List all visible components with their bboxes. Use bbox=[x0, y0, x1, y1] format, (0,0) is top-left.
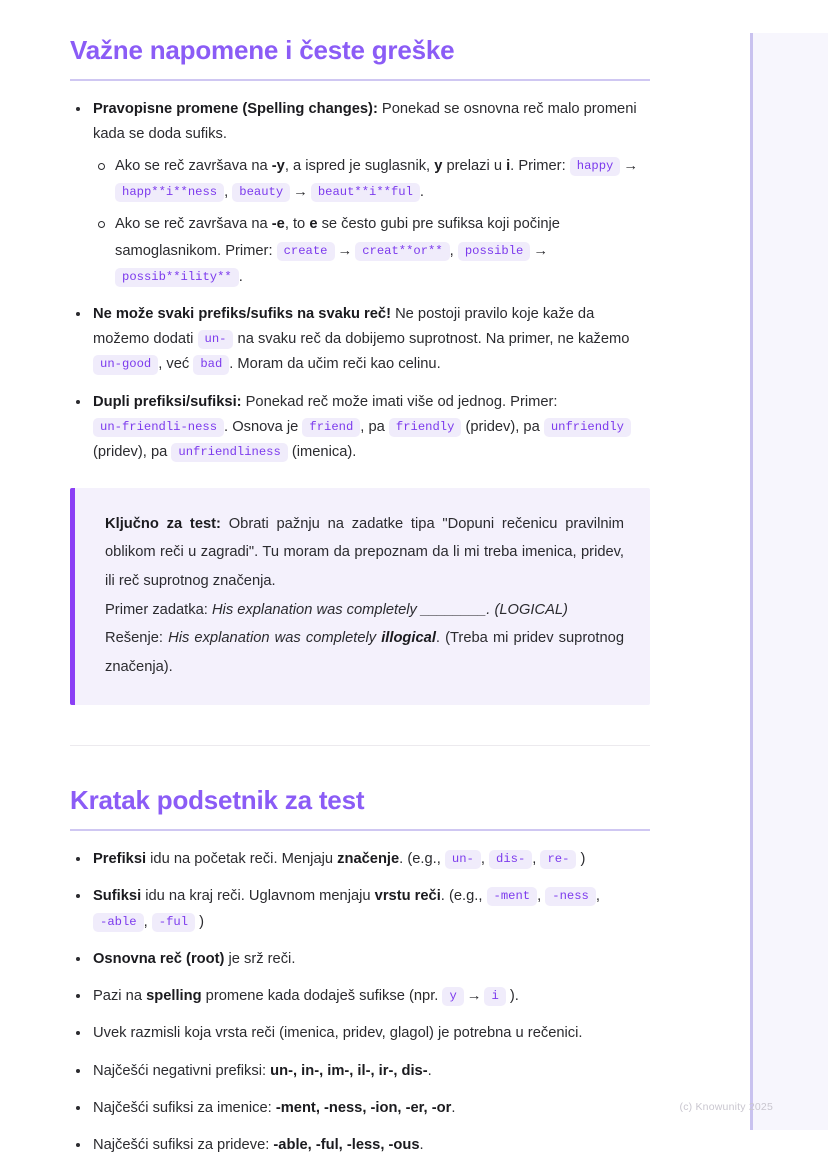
inline-text: ) bbox=[195, 913, 204, 930]
list-item bbox=[70, 302, 650, 378]
code-chip: -ful bbox=[152, 913, 195, 932]
reminder-spelling bbox=[93, 988, 519, 1004]
bold-text: spelling bbox=[146, 988, 202, 1005]
code-chip: happy bbox=[570, 157, 621, 176]
reminder-bullet-list bbox=[70, 847, 650, 1159]
bold-text: vrstu reči bbox=[374, 888, 441, 905]
title-underline bbox=[70, 829, 650, 831]
inline-text: Ako se reč završava na bbox=[115, 216, 272, 233]
inline-text: , a ispred je suglasnik, bbox=[284, 158, 435, 175]
section-important-notes bbox=[70, 34, 650, 705]
inline-text: ) bbox=[576, 850, 586, 867]
inline-text: Najčešći sufiksi za prideve: bbox=[93, 1137, 274, 1154]
inline-text: . (e.g., bbox=[440, 888, 487, 905]
inline-text: Najčešći negativni prefiksi: bbox=[93, 1062, 271, 1079]
copyright-watermark: (c) Knowunity 2025 bbox=[679, 1101, 773, 1113]
inline-text: se često gubi pre sufiksa koji počinje samoglasnikom. Primer: bbox=[115, 216, 560, 259]
bold-text: Osnovna reč (root) bbox=[93, 950, 225, 967]
code-chip: create bbox=[277, 242, 335, 261]
code-chip: un- bbox=[198, 330, 234, 349]
list-item bbox=[70, 847, 650, 872]
reminder-root bbox=[93, 951, 295, 967]
callout-lead: Ključno za test: Obrati pažnju na zadatke tipa "Dopuni rečenicu pravilnim oblikom reči u zagradi". Tu moram da prepoznam da li mi treba imenica, pridev, ili reč suprotnog značenja. bbox=[105, 515, 624, 589]
arrow-icon: → bbox=[466, 988, 482, 1005]
inline-text: . Primer: bbox=[510, 158, 570, 175]
arrow-icon: → bbox=[533, 242, 549, 259]
code-chip: re- bbox=[540, 850, 576, 869]
section-title-reminder: Kratak podsetnik za test bbox=[70, 785, 365, 816]
list-item bbox=[70, 390, 650, 466]
inline-text: , bbox=[537, 888, 546, 905]
inline-text: (imenica). bbox=[287, 444, 357, 461]
arrow-icon: → bbox=[293, 184, 308, 201]
bold-text: -able, -ful, -less, -ous bbox=[273, 1137, 420, 1154]
bold-text: e bbox=[309, 216, 318, 233]
bold-text: y bbox=[434, 158, 443, 175]
list-item bbox=[70, 1096, 650, 1121]
notes-bullet-list bbox=[70, 97, 650, 466]
code-chip: creat**or** bbox=[355, 242, 449, 261]
bold-text: un-, in-, im-, il-, ir-, dis- bbox=[270, 1062, 428, 1079]
bold-text: Ne može svaki prefiks/sufiks na svaku reč! bbox=[93, 305, 391, 322]
inline-text: Ponekad reč može imati više od jednog. Primer: bbox=[241, 393, 558, 410]
code-chip: possible bbox=[458, 242, 531, 261]
code-chip: y bbox=[442, 987, 463, 1006]
section-divider bbox=[70, 745, 650, 746]
inline-text: . Moram da učim reči kao celinu. bbox=[229, 356, 441, 373]
code-chip: dis- bbox=[489, 850, 532, 869]
bullet-double-affixes bbox=[93, 394, 631, 461]
sub-bullet-drop-e bbox=[115, 216, 560, 284]
code-chip: -able bbox=[93, 913, 144, 932]
inline-text: ). bbox=[505, 988, 519, 1005]
right-side-panel bbox=[750, 33, 828, 1130]
bullet-not-every-affix bbox=[93, 306, 629, 373]
inline-text: Najčešći sufiksi za imenice: bbox=[93, 1099, 276, 1116]
inline-text: , bbox=[595, 888, 600, 905]
list-item bbox=[70, 1021, 650, 1046]
code-chip: beaut**i**ful bbox=[311, 183, 420, 202]
code-chip: -ment bbox=[487, 887, 538, 906]
bold-text: Sufiksi bbox=[93, 888, 142, 905]
arrow-icon: → bbox=[623, 158, 639, 175]
inline-text: idu na kraj reči. Uglavnom menjaju bbox=[141, 888, 375, 905]
code-chip: possib**ility** bbox=[115, 268, 239, 287]
inline-text: je srž reči. bbox=[224, 950, 296, 967]
inline-text: , pa bbox=[360, 418, 389, 435]
inline-text: na svaku reč da dobijemo suprotnost. Na primer, ne kažemo bbox=[233, 331, 630, 348]
reminder-adjective-suffixes bbox=[93, 1137, 424, 1153]
inline-text: , bbox=[532, 850, 541, 867]
list-item bbox=[70, 947, 650, 972]
inline-text: . bbox=[238, 268, 243, 285]
code-chip: unfriendliness bbox=[171, 443, 287, 462]
inline-text: , bbox=[143, 913, 152, 930]
sub-bullet-y-to-i bbox=[115, 158, 641, 200]
list-item bbox=[93, 153, 650, 205]
code-chip: -ness bbox=[545, 887, 596, 906]
code-chip: un- bbox=[445, 850, 481, 869]
code-chip: happ**i**ness bbox=[115, 183, 224, 202]
section-quick-reminder bbox=[70, 784, 650, 1158]
reminder-word-type bbox=[93, 1025, 583, 1041]
list-item bbox=[70, 884, 650, 935]
code-chip: un-good bbox=[93, 355, 158, 374]
bold-text: -e bbox=[271, 216, 285, 233]
inline-text: Ne postoji pravilo koje kaže da možemo dodati bbox=[93, 305, 595, 348]
bold-text: Prefiksi bbox=[93, 850, 147, 867]
reminder-negative-prefixes bbox=[93, 1063, 432, 1079]
page-title: Važne napomene i česte greške bbox=[70, 35, 455, 65]
inline-text: prelazi u bbox=[442, 158, 507, 175]
inline-text: , to bbox=[284, 216, 310, 233]
bold-text: -ment, -ness, -ion, -er, -or bbox=[275, 1099, 452, 1116]
bold-text: značenje bbox=[337, 850, 400, 867]
inline-text: , bbox=[480, 850, 490, 867]
inline-text: (pridev), pa bbox=[93, 444, 172, 461]
bold-text: Dupli prefiksi/sufiksi: bbox=[93, 393, 242, 410]
code-chip: bad bbox=[193, 355, 229, 374]
spelling-sub-list bbox=[93, 153, 650, 290]
callout-example-line: Primer zadatka: His explanation was completely ________. (LOGICAL) bbox=[105, 601, 568, 618]
inline-text: idu na početak reči. Menjaju bbox=[146, 850, 338, 867]
reminder-noun-suffixes bbox=[93, 1100, 455, 1116]
inline-text: Ako se reč završava na bbox=[115, 158, 272, 175]
list-item bbox=[70, 984, 650, 1009]
code-chip: friend bbox=[302, 418, 360, 437]
bold-text: -y bbox=[271, 158, 285, 175]
inline-text: promene kada dodaješ sufikse (npr. bbox=[201, 988, 443, 1005]
code-chip: unfriendly bbox=[544, 418, 631, 437]
list-item bbox=[93, 211, 650, 289]
code-chip: beauty bbox=[232, 183, 290, 202]
inline-text: . bbox=[451, 1099, 456, 1116]
arrow-icon: → bbox=[337, 242, 353, 259]
callout-solution-line: Rešenje: His explanation was completely illogical. (Treba mi pridev suprotnog značenja). bbox=[105, 630, 624, 675]
reminder-prefixes bbox=[93, 851, 585, 867]
code-chip: friendly bbox=[389, 418, 462, 437]
key-for-test-callout bbox=[70, 488, 650, 706]
title-underline bbox=[70, 79, 650, 81]
bold-text: i bbox=[506, 158, 511, 175]
inline-text: Pazi na bbox=[93, 988, 147, 1005]
code-chip: un-friendli-ness bbox=[93, 418, 224, 437]
inline-text: . (e.g., bbox=[399, 850, 445, 867]
inline-text: Uvek razmisli koja vrsta reči (imenica, pridev, glagol) je potrebna u rečenici. bbox=[93, 1025, 583, 1042]
list-item bbox=[70, 1059, 650, 1084]
inline-text: (pridev), pa bbox=[461, 418, 544, 435]
inline-text: . Osnova je bbox=[224, 418, 303, 435]
inline-text: , bbox=[224, 184, 233, 201]
code-chip: i bbox=[484, 987, 505, 1006]
inline-text: . bbox=[427, 1062, 432, 1079]
inline-text: . bbox=[419, 184, 424, 201]
bullet-lead-spelling: Pravopisne promene (Spelling changes): Ponekad se osnovna reč malo promeni kada se doda sufiks. bbox=[93, 100, 637, 142]
reminder-suffixes bbox=[93, 888, 600, 929]
list-item bbox=[70, 1133, 650, 1158]
inline-text: , već bbox=[158, 356, 194, 373]
inline-text: . bbox=[419, 1137, 424, 1154]
inline-text: , bbox=[449, 242, 458, 259]
list-item bbox=[70, 97, 650, 290]
